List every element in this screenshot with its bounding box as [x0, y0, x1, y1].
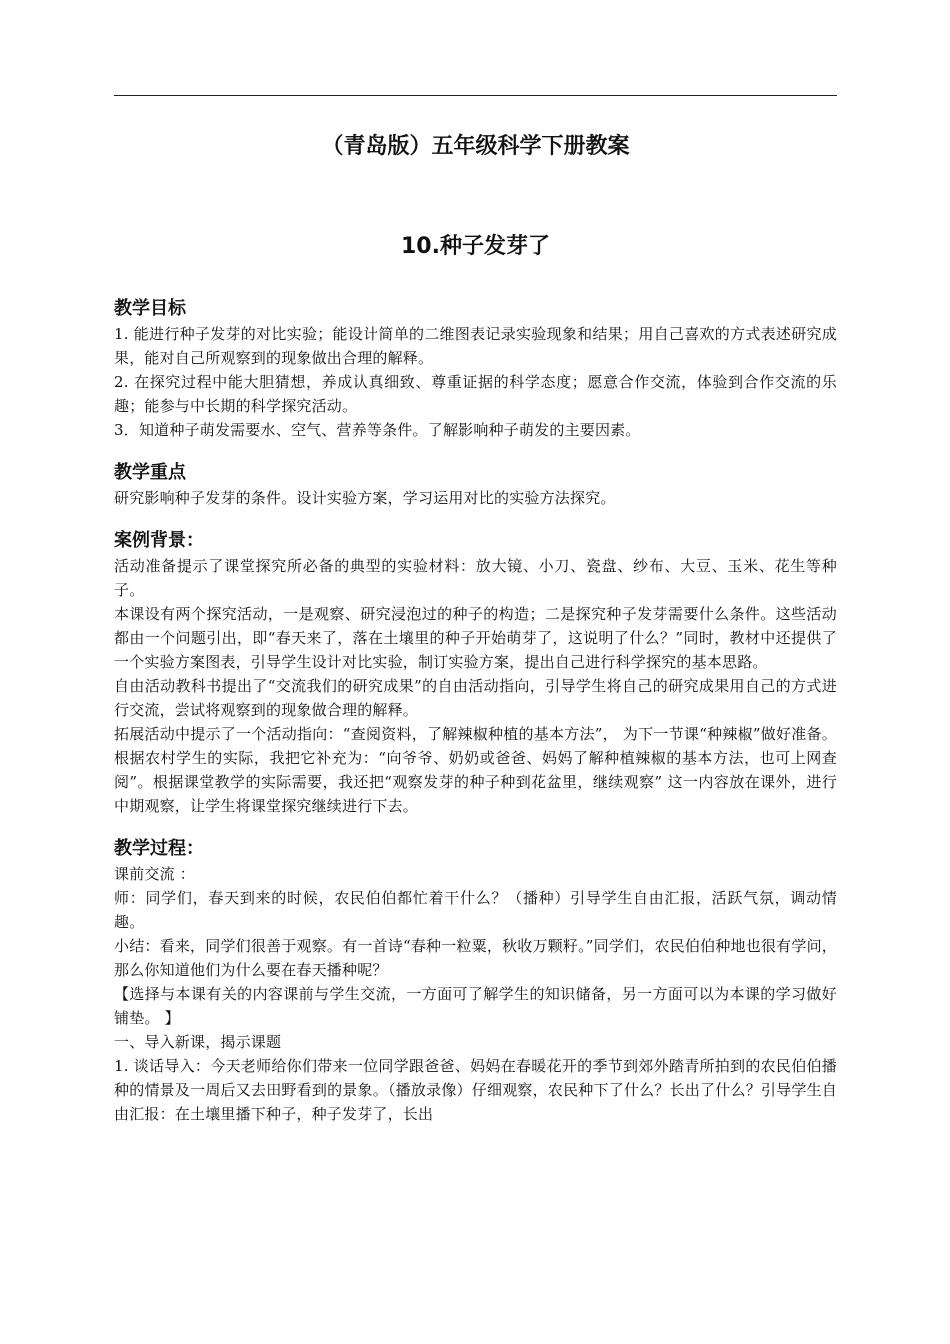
paragraph: 1. 谈话导入：今天老师给你们带来一位同学跟爸爸、妈妈在春暖花开的季节到郊外踏青所拍到的农民伯伯播种的情景及一周后又去田野看到的景象。（播放录像）仔细观察，农民种下了什么？长出了什么？引导学生自由汇报：在土壤里播下种子，种子发芽了，长出: [114, 1057, 837, 1123]
document-page: [114, 0, 837, 1344]
paragraph: 1. 能进行种子发芽的对比实验；能设计简单的二维图表记录实验现象和结果；用自己喜欢的方式表述研究成果，能对自己所观察到的现象做出合理的解释。: [114, 325, 837, 367]
lesson-title: 10.种子发芽了: [401, 234, 550, 259]
section-process: [114, 836, 837, 1126]
section-goals: [114, 296, 837, 442]
paragraph: 研究影响种子发芽的条件。设计实验方案，学习运用对比的实验方法探究。: [114, 489, 616, 507]
section-heading: 教学目标: [114, 298, 186, 319]
paragraph: 拓展活动中提示了一个活动指向：“查阅资料，了解辣椒种植的基本方法”， 为下一节课“种辣椒”做好准备。根据农村学生的实际，我把它补充为：“向爷爷、奶奶或爸爸、妈妈了解种植辣椒的基本方法，也可上网查阅”。根据课堂教学的实际需要，我还把“观察发芽的种子种到花盆里，继续观察” 这一内容放在课外，进行中期观察，让学生将课堂探究继续进行下去。: [114, 725, 837, 815]
paragraph: 自由活动教科书提出了“交流我们的研究成果”的自由活动指向，引导学生将自己的研究成果用自己的方式进行交流，尝试将观察到的现象做合理的解释。: [114, 677, 837, 719]
paragraph: 活动准备提示了课堂探究所必备的典型的实验材料：放大镜、小刀、瓷盘、纱布、大豆、玉米、花生等种子。: [114, 557, 837, 599]
document-title: （青岛版）五年级科学下册教案: [321, 134, 630, 159]
section-heading: 教学过程：: [114, 838, 204, 859]
paragraph: 一、导入新课，揭示课题: [114, 1033, 282, 1051]
section-background: [114, 528, 837, 818]
paragraph: 【选择与本课有关的内容课前与学生交流，一方面可了解学生的知识储备，另一方面可以为本课的学习做好铺垫。 】: [114, 985, 837, 1027]
paragraph: 本课设有两个探究活动，一是观察、研究浸泡过的种子的构造；二是探究种子发芽需要什么条件。这些活动都由一个问题引出，即“春天来了，落在土壤里的种子开始萌芽了，这说明了什么？”同时，教材中还提供了一个实验方案图表，引导学生设计对比实验，制订实验方案，提出自己进行科学探究的基本思路。: [114, 605, 837, 671]
section-heading: 教学重点: [114, 462, 186, 483]
document-body: [114, 296, 837, 1144]
header-rule: [114, 95, 837, 96]
paragraph: 3．知道种子萌发需要水、空气、营养等条件。了解影响种子萌发的主要因素。: [114, 421, 641, 439]
paragraph: 小结：看来，同学们很善于观察。有一首诗“春种一粒粟，秋收万颗籽。”同学们，农民伯伯种地也很有学问，那么你知道他们为什么要在春天播种呢？: [114, 937, 837, 979]
section-heading: 案例背景：: [114, 530, 204, 551]
paragraph: 2. 在探究过程中能大胆猜想，养成认真细致、尊重证据的科学态度；愿意合作交流，体验到合作交流的乐趣；能参与中长期的科学探究活动。: [114, 373, 837, 415]
section-key-points: [114, 460, 837, 510]
paragraph: 课前交流 ：: [114, 865, 195, 883]
paragraph: 师：同学们，春天到来的时候，农民伯伯都忙着干什么？（播种）引导学生自由汇报，活跃气氛，调动情趣。: [114, 889, 837, 931]
